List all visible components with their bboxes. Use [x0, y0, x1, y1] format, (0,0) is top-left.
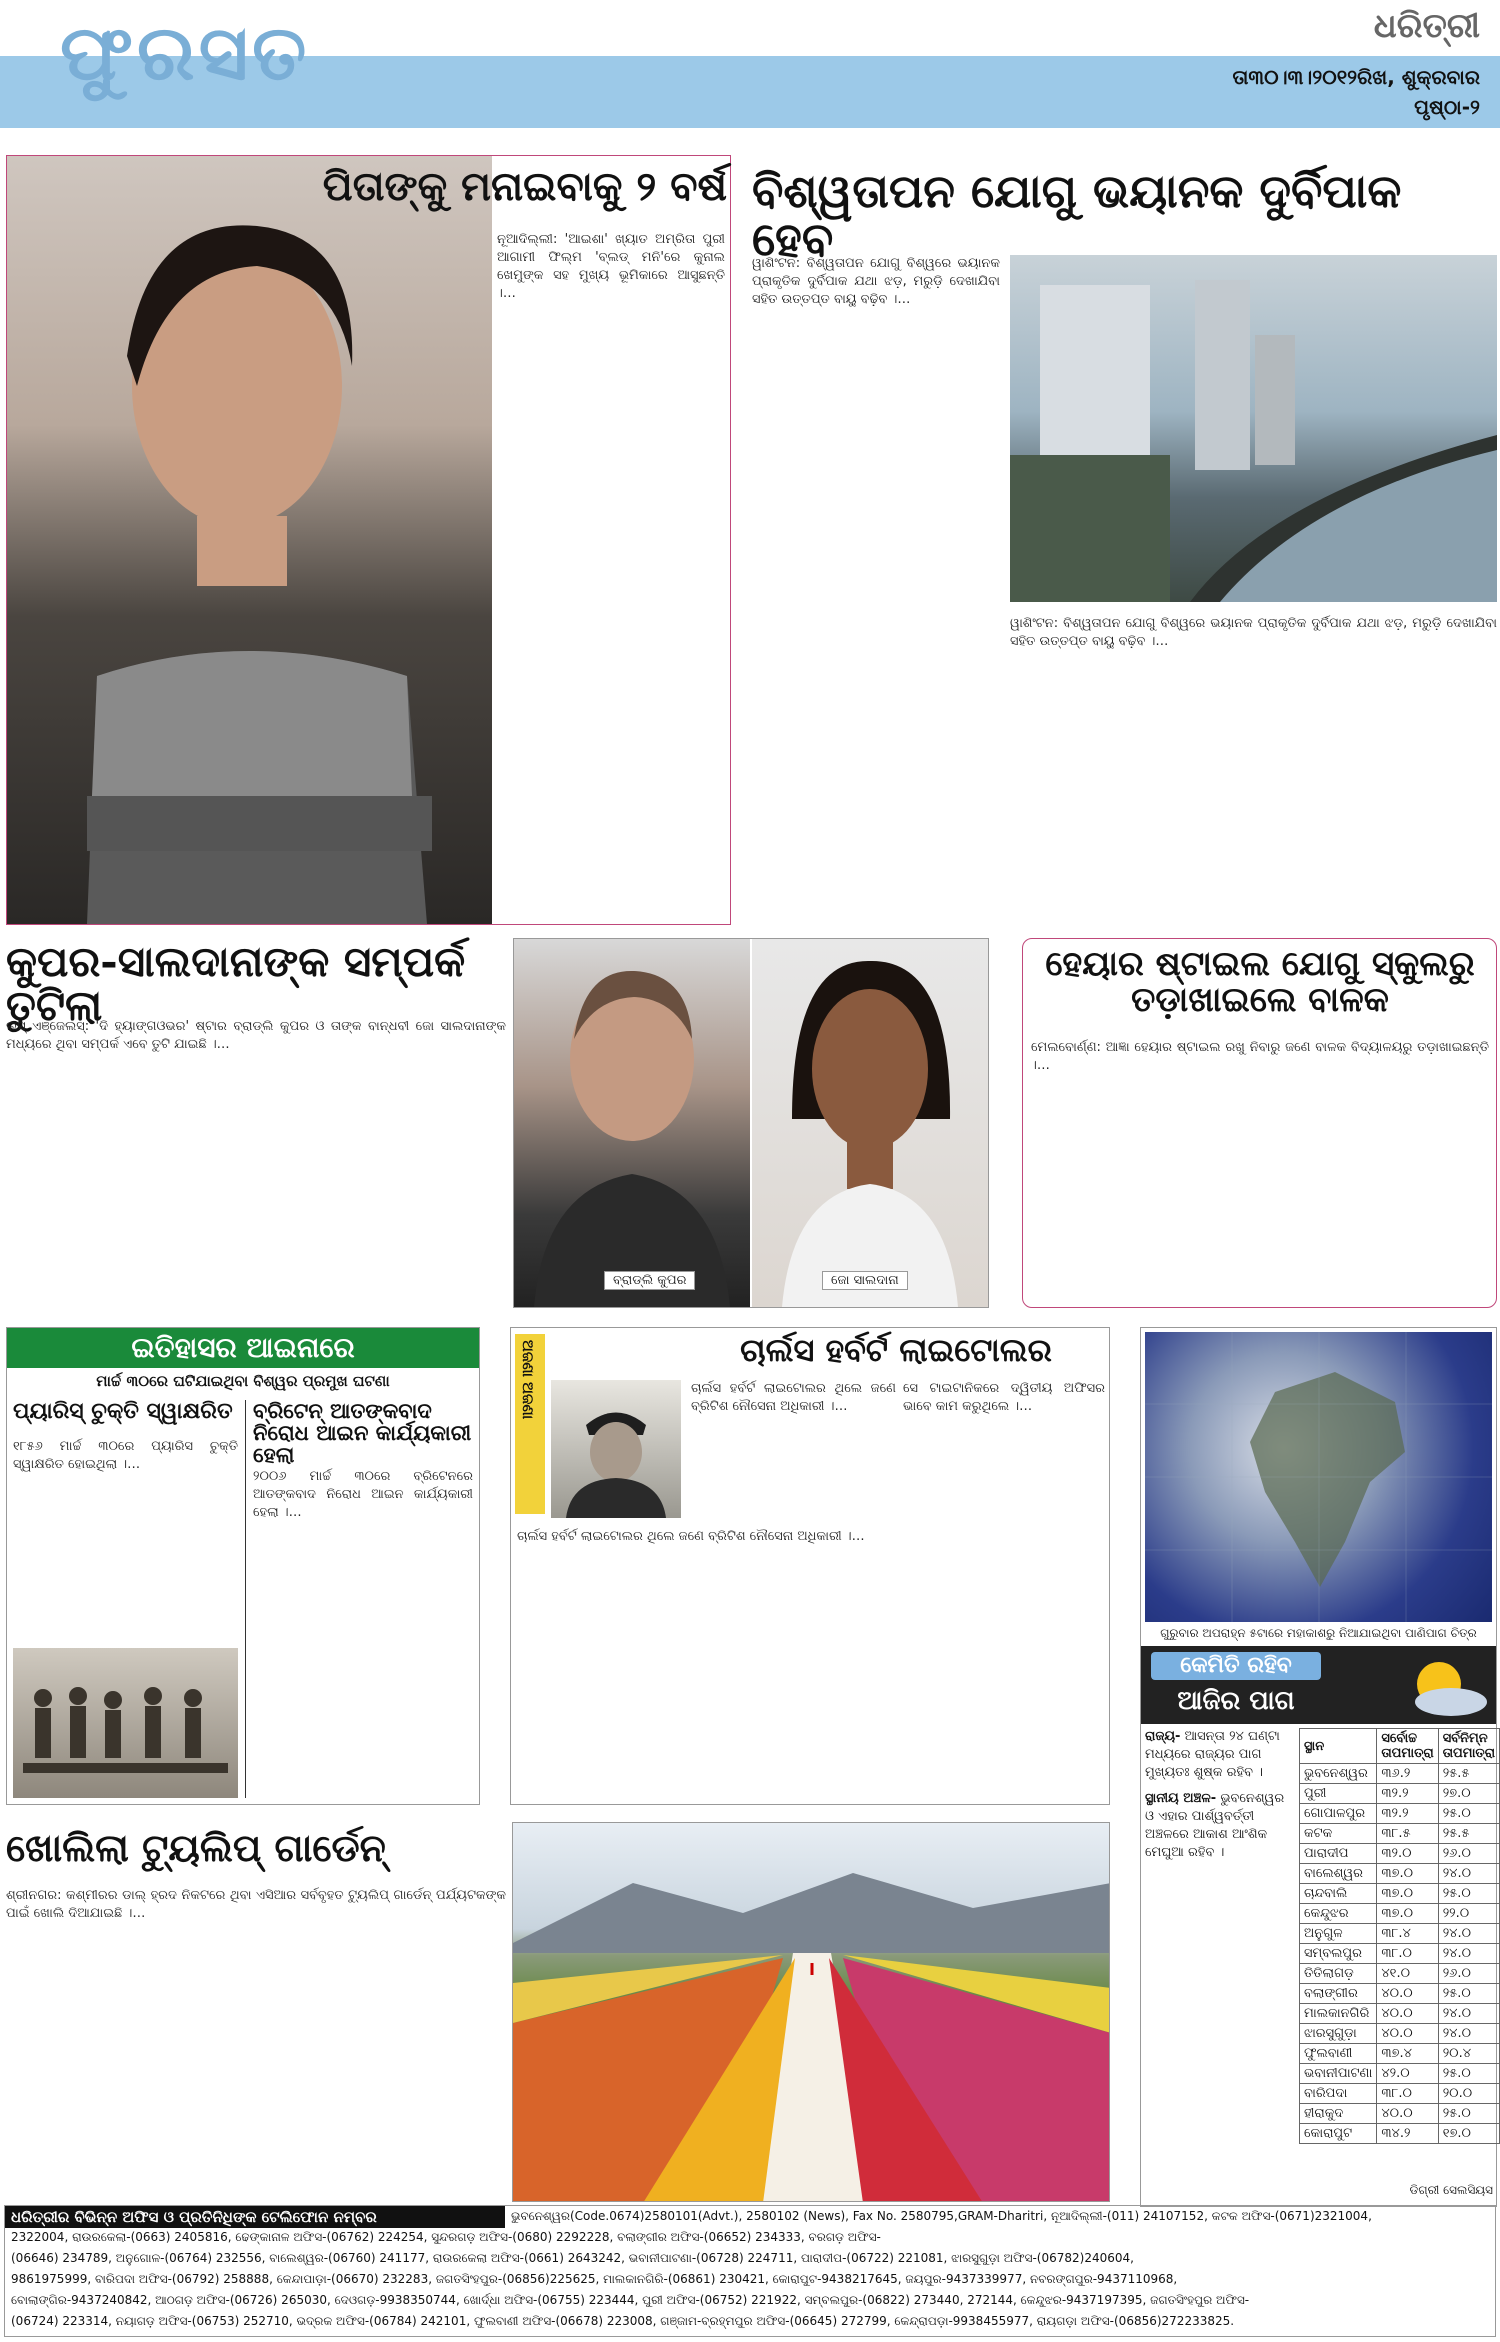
table-cell: ୩୭.୦: [1377, 1864, 1438, 1884]
story-tulip-garden: [6, 1822, 1116, 2202]
table-cell: ୨୫.୦: [1438, 1884, 1499, 1904]
unit-label: ଡିଗ୍ରୀ ସେଲସିୟସ: [1409, 2183, 1493, 2197]
map-caption: ଗୁରୁବାର ଅପରାହ୍ନ ୫ଟାରେ ମହାକାଶରୁ ନିଆଯାଇଥିବା ପାଣିପାଗ ଚିତ୍ର: [1160, 1626, 1477, 1640]
story4-headline: ହେୟାର ଷ୍ଟାଇଲ ଯୋଗୁ ସ୍କୁଲରୁ ତଡ଼ାଖାଇଲେ ବାଳକ: [1045, 944, 1475, 1020]
table-cell: ୨୬.୦: [1438, 1844, 1499, 1864]
engraving-figures: [13, 1648, 238, 1798]
story1-body: ନୂଆଦିଲ୍ଲୀ: 'ଆଇଶା' ଖ୍ୟାତ ଅମ୍ରିତା ପୁରୀ ଆଗାମୀ ଫିଲ୍ମ 'ବ୍ଲଡ୍ ମନି'ରେ କୁନାଲ ଖେମୁଙ୍କ ସହ ମୁଖ୍ୟ ଭୂମିକାରେ ଆସୁଛନ୍ତି ।…: [497, 232, 725, 301]
cooper-saldana-photos: [513, 938, 989, 1308]
table-cell: ୨୫.୦: [1438, 1984, 1499, 2004]
table-row: [1300, 2104, 1500, 2124]
table-header-cell: ସର୍ବୋଚ୍ଚ ତାପମାତ୍ରା: [1377, 1729, 1438, 1764]
footer-line-3: (06646) 234789, ଅନୁଗୋଳ-(06764) 232556, ବାଲେଶ୍ୱର-(06760) 241177, ରାଉରକେଲା ଅଫିସ-(0661) 2643242, ଭବାନୀପାଟଣା-(06728) 224711, ପାରାଦୀପ-(06722) 221081, ଝାରସୁଗୁଡ଼ା ଅଫିସ-(06782)240604,: [11, 2251, 1134, 2265]
history-divider: [245, 1400, 246, 1798]
sun-cloud-icon: [1391, 1650, 1491, 1722]
table-cell: ବାଲେଶ୍ୱର: [1300, 1864, 1377, 1884]
actress-figure: [7, 156, 492, 924]
table-cell: ୨୫.୫: [1438, 1764, 1499, 1784]
date: ତା୩୦।୩।୨୦୧୨ରିଖ, ଶୁକ୍ରବାର: [1232, 65, 1480, 89]
history-title: ଇତିହାସର ଆଇନାରେ: [7, 1328, 479, 1368]
section-title: ଫୁରସତ: [60, 8, 311, 97]
table-row: [1300, 2084, 1500, 2104]
table-cell: ୨୭.୦: [1438, 1784, 1499, 1804]
story-cooper-saldana: [6, 938, 506, 1313]
saldana-figure: [752, 939, 988, 1307]
dateline: [1232, 62, 1480, 122]
caption-saldana: ଜୋ ସାଲଦାନା: [822, 1271, 908, 1290]
profile-side-text: ଅଜଣା ଅଜଣା: [519, 1340, 537, 1420]
table-header-cell: ସ୍ଥାନ: [1300, 1729, 1377, 1764]
table-row: [1300, 1884, 1500, 1904]
profile-box: [510, 1327, 1110, 1805]
page-number: ପୃଷ୍ଠା-୨: [1414, 95, 1480, 119]
india-outline: [1145, 1332, 1492, 1622]
profile-body-right: ସେ ଟାଇଟାନିକରେ ଦ୍ୱିତୀୟ ଅଫିସର ଭାବେ କାମ କରୁଥିଲେ ।…: [903, 1381, 1105, 1414]
satellite-map: [1145, 1332, 1492, 1622]
table-row: [1300, 1804, 1500, 1824]
table-cell: ୩୪.୨: [1377, 2124, 1438, 2144]
profile-body-left: ଚାର୍ଲସ ହର୍ବର୍ଟ ଲାଇଟୋଲର ଥିଲେ ଜଣେ ବ୍ରିଟିଶ ନୌସେନା ଅଧିକାରୀ ।…: [691, 1381, 896, 1414]
story2-headline: ବିଶ୍ୱତାପନ ଯୋଗୁ ଭୟାନକ ଦୁର୍ବିପାକ ହେବ: [752, 164, 1402, 267]
table-cell: ୨୨.୦: [1438, 1904, 1499, 1924]
weather-box: [1140, 1327, 1497, 2207]
table-cell: ଚାନ୍ଦବାଲି: [1300, 1884, 1377, 1904]
story-global-warming: [752, 155, 1497, 925]
table-cell: ୪୧.୦: [1377, 1964, 1438, 1984]
table-row: [1300, 1844, 1500, 1864]
table-cell: କଟକ: [1300, 1824, 1377, 1844]
footer-line-5: ବୋଲାଙ୍ଗିର-9437240842, ଆଠଗଡ଼ ଅଫିସ-(06726) 265030, ଦେଓଗଡ଼-9938350744, ଖୋର୍ଦ୍ଧା ଅଫିସ-(06755) 223444, ପୁରୀ ଅଫିସ-(06752) 221922, ସମ୍ବଲପୁର-(06822) 273440, 272144, କେନ୍ଦୁଝର-9437197395, ଜଗତସିଂହପୁର ଅଫିସ-: [11, 2293, 1250, 2307]
table-row: [1300, 1784, 1500, 1804]
weather-title-1: କେମିତି ରହିବ: [1151, 1652, 1321, 1680]
lightoller-photo: [551, 1380, 681, 1518]
story2-body-lower: ୱାଶିଂଟନ: ବିଶ୍ୱତାପନ ଯୋଗୁ ବିଶ୍ୱରେ ଭୟାନକ ପ୍ରାକୃତିକ ଦୁର୍ବିପାକ ଯଥା ଝଡ଼, ମରୁଡ଼ି ଦେଖାଯିବା ସହିତ ଉତ୍ତପ୍ତ ବାୟୁ ବଢ଼ିବ ।…: [1010, 616, 1497, 649]
table-cell: ସମ୍ବଲପୁର: [1300, 1944, 1377, 1964]
actress-photo: [7, 156, 492, 924]
table-row: [1300, 1944, 1500, 1964]
table-cell: ୩୭.୦: [1377, 1904, 1438, 1924]
table-row: [1300, 2124, 1500, 2144]
table-cell: ୩୭.୪: [1377, 2044, 1438, 2064]
profile-headline: ଚାର୍ଲସ ହର୍ବର୍ଟ ଲାଇଟୋଲର: [740, 1331, 1052, 1369]
table-cell: ୩୮.୦: [1377, 2084, 1438, 2104]
history-subtitle: ମାର୍ଚ୍ଚ ୩୦ରେ ଘଟିଯାଇଥିବା ବିଶ୍ୱର ପ୍ରମୁଖ ଘଟଣା: [96, 1372, 390, 1390]
table-row: [1300, 1984, 1500, 2004]
table-cell: ୩୮.୪: [1377, 1924, 1438, 1944]
skyline-graphic: [1010, 255, 1497, 602]
table-cell: ବଲାଙ୍ଗୀର: [1300, 1984, 1377, 2004]
table-row: [1300, 1924, 1500, 1944]
table-cell: ୨୬.୦: [1438, 1964, 1499, 1984]
state-text: ଆସନ୍ତା ୨୪ ଘଣ୍ଟା ମଧ୍ୟରେ ରାଜ୍ୟର ପାଗ ମୁଖ୍ୟତଃ ଶୁଷ୍କ ରହିବ ।: [1145, 1729, 1280, 1780]
masthead: [0, 0, 1500, 140]
history-box: [6, 1327, 480, 1805]
history-item1-headline: ପ୍ୟାରିସ୍ ଚୁକ୍ତି ସ୍ୱାକ୍ଷରିତ: [13, 1398, 233, 1424]
story3-headline: କୁପର-ସାଲଦାନାଙ୍କ ସମ୍ପର୍କ ତୁଟିଲା: [6, 937, 466, 1031]
table-row: [1300, 1904, 1500, 1924]
table-cell: ତିତିଲାଗଡ଼: [1300, 1964, 1377, 1984]
table-cell: ୪୦.୦: [1377, 2104, 1438, 2124]
weather-text: [1145, 1728, 1295, 2168]
table-cell: ୨୫.୦: [1438, 1804, 1499, 1824]
table-cell: ୩୮.୫: [1377, 1824, 1438, 1844]
footer-line-1: ଭୁବନେଶ୍ୱର(Code.0674)2580101(Advt.), 2580102 (News), Fax No. 2580795,GRAM-Dharitri, ନୂଆଦିଲ୍ଲୀ-(011) 24107152, କଟକ ଅଫିସ-(0671)2321004,: [511, 2209, 1372, 2223]
tulip-garden-photo: [512, 1822, 1110, 2202]
history-item2-headline: ବ୍ରିଟେନ୍ ଆତଙ୍କବାଦ ନିରୋଧ ଆଇନ କାର୍ଯ୍ୟକାରୀ ହେଲା: [253, 1398, 472, 1468]
weather-header: [1141, 1646, 1496, 1724]
profile-side-label: [515, 1334, 545, 1514]
table-cell: ୪୦.୦: [1377, 2004, 1438, 2024]
table-cell: କେନ୍ଦୁଝର: [1300, 1904, 1377, 1924]
table-cell: କୋରାପୁଟ: [1300, 2124, 1377, 2144]
lightoller-figure: [551, 1380, 681, 1518]
table-cell: ୪୦.୦: [1377, 2024, 1438, 2044]
table-cell: ଅନୁଗୁଳ: [1300, 1924, 1377, 1944]
table-cell: ୨୫.୦: [1438, 2104, 1499, 2124]
table-cell: ୩୨.୦: [1377, 1844, 1438, 1864]
footer-line-2: 2322004, ରାଉରକେଲା-(0663) 2405816, ଢେଙ୍କାନାଳ ଅଫିସ-(06762) 224254, ସୁନ୍ଦରଗଡ଼ ଅଫିସ-(0680) 2292228, ବଲାଙ୍ଗୀର ଅଫିସ-(06652) 234333, ବରଗଡ଼ ଅଫିସ-: [11, 2230, 881, 2244]
table-cell: ୩୨.୨: [1377, 1804, 1438, 1824]
temperature-table-wrap: [1299, 1728, 1496, 2144]
table-row: [1300, 1764, 1500, 1784]
tulip-rows: [513, 1823, 1110, 2202]
table-cell: ୨୦.୦: [1438, 2084, 1499, 2104]
table-cell: ଝାରସୁଗୁଡ଼ା: [1300, 2024, 1377, 2044]
table-row: [1300, 2064, 1500, 2084]
table-row: [1300, 2024, 1500, 2044]
history-item1-body: ୧୮୫୬ ମାର୍ଚ୍ଚ ୩୦ରେ ପ୍ୟାରିସ ଚୁକ୍ତି ସ୍ୱାକ୍ଷରିତ ହୋଇଥିଲା ।…: [13, 1439, 238, 1472]
footer-line-6: (06724) 223314, ନୟାଗଡ଼ ଅଫିସ-(06753) 252710, ଭଦ୍ରକ ଅଫିସ-(06784) 242101, ଫୁଲବାଣୀ ଅଫିସ-(06678) 223008, ଗଞ୍ଜାମ-ବ୍ରହ୍ମପୁର ଅଫିସ-(06645) 272799, କେନ୍ଦ୍ରାପଡ଼ା-9938455977, ରାୟଗଡ଼ା ଅଫିସ-(06856)272233825.: [11, 2314, 1235, 2328]
table-row: [1300, 1964, 1500, 1984]
caption-cooper: ବ୍ରାଡ୍ଲି କୁପର: [604, 1271, 695, 1290]
table-cell: ହୀରାକୁଦ: [1300, 2104, 1377, 2124]
table-row: [1300, 2044, 1500, 2064]
zoe-saldana-photo: [752, 939, 988, 1307]
table-cell: ବାରିପଦା: [1300, 2084, 1377, 2104]
table-cell: ପୁରୀ: [1300, 1784, 1377, 1804]
table-cell: ୨୪.୦: [1438, 2024, 1499, 2044]
table-cell: ଭୁବନେଶ୍ୱର: [1300, 1764, 1377, 1784]
table-cell: ମାଲକାନଗିରି: [1300, 2004, 1377, 2024]
history-engraving: [13, 1648, 238, 1798]
table-cell: ୨୪.୦: [1438, 1924, 1499, 1944]
table-cell: ୨୪.୦: [1438, 1944, 1499, 1964]
table-cell: ୪୨.୦: [1377, 2064, 1438, 2084]
table-cell: ୪୦.୦: [1377, 1984, 1438, 2004]
table-row: [1300, 1824, 1500, 1844]
cooper-figure: [514, 939, 750, 1307]
story4-body: ମେଲବୋର୍ଣ୍ଣ: ଆଜ୍ଞା ହେୟାର ଷ୍ଟାଇଲ ରଖୁ ନିବାରୁ ଜଣେ ବାଳକ ବିଦ୍ୟାଳୟରୁ ତଡ଼ାଖାଇଛନ୍ତି ।…: [1031, 1040, 1489, 1073]
story1-headline: ପିତାଙ୍କୁ ମନାଇବାକୁ ୨ ବର୍ଷ: [322, 163, 727, 210]
story3-body: ଲସ୍ ଏଞ୍ଜେଲସ୍: 'ଦି ହ୍ୟାଙ୍ଗଓଭର' ଷ୍ଟାର ବ୍ରାଡ୍ଲି କୁପର ଓ ତାଙ୍କ ବାନ୍ଧବୀ ଜୋ ସାଲଦାନାଙ୍କ ମଧ୍ୟରେ ଥିବା ସମ୍ପର୍କ ଏବେ ତୁଟି ଯାଇଛି ।…: [6, 1019, 506, 1052]
story2-body: ୱାଶିଂଟନ: ବିଶ୍ୱତାପନ ଯୋଗୁ ବିଶ୍ୱରେ ଭୟାନକ ପ୍ରାକୃତିକ ଦୁର୍ବିପାକ ଯଥା ଝଡ଼, ମରୁଡ଼ି ଦେଖାଯିବା ସହିତ ଉତ୍ତପ୍ତ ବାୟୁ ବଢ଼ିବ ।…: [752, 256, 1000, 307]
table-cell: ଫୁଲବାଣୀ: [1300, 2044, 1377, 2064]
table-cell: ଭବାନୀପାଟଣା: [1300, 2064, 1377, 2084]
footer-title: ଧରିତ୍ରୀର ବିଭିନ୍ନ ଅଫିସ ଓ ପ୍ରତିନିଧିଙ୍କ ଟେଲିଫୋନ ନମ୍ବର: [5, 2206, 505, 2228]
story5-body: ଶ୍ରୀନଗର: କଶ୍ମୀରର ଡାଲ୍ ହ୍ରଦ ନିକଟରେ ଥିବା ଏସିଆର ସର୍ବବୃହତ ଟ୍ୟୁଲିପ୍ ଗାର୍ଡେନ୍ ପର୍ଯ୍ୟଟକଙ୍କ ପାଇଁ ଖୋଲି ଦିଆଯାଇଛି ।…: [6, 1888, 506, 1921]
table-cell: ୩୬.୨: [1377, 1764, 1438, 1784]
bradley-cooper-photo: [514, 939, 750, 1307]
table-cell: ୧୭.୦: [1438, 2124, 1499, 2144]
footer-line-4: 9861975999, ବାରିପଦା ଅଫିସ-(06792) 258888, କେନ୍ଦାପାଡ଼ା-(06670) 232283, ଜଗତସିଂହପୁର-(06856)225625, ମାଲକାନଗିରି-(06861) 230421, କୋରାପୁଟ-9438217645, ଜୟପୁର-9437339977, ନବରଙ୍ଗପୁର-9437110968,: [11, 2272, 1178, 2286]
state-label: ରାଜ୍ୟ-: [1145, 1729, 1181, 1744]
table-cell: ୩୮.୦: [1377, 1944, 1438, 1964]
table-header-cell: ସର୍ବନିମ୍ନ ତାପମାତ୍ରା: [1438, 1729, 1499, 1764]
story5-headline: ଖୋଲିଲା ଟ୍ୟୁଲିପ୍ ଗାର୍ଡେନ୍: [6, 1825, 386, 1870]
table-cell: ୨୪.୦: [1438, 1864, 1499, 1884]
table-cell: ୨୫.୦: [1438, 2064, 1499, 2084]
table-cell: ୨୫.୫: [1438, 1824, 1499, 1844]
table-cell: ପାରାଦୀପ: [1300, 1844, 1377, 1864]
table-cell: ୨୦.୪: [1438, 2044, 1499, 2064]
city-skyline-photo: [1010, 255, 1497, 602]
footer-contacts: [4, 2205, 1496, 2337]
story-hairstyle: [1022, 938, 1497, 1308]
local-label: ସ୍ଥାନୀୟ ଅଞ୍ଚଳ-: [1145, 1791, 1217, 1806]
table-cell: ୩୭.୦: [1377, 1884, 1438, 1904]
table-row: [1300, 1864, 1500, 1884]
table-cell: ଗୋପାଳପୁର: [1300, 1804, 1377, 1824]
table-cell: ୨୪.୦: [1438, 2004, 1499, 2024]
brand-logo: ଧରିତ୍ରୀ: [1373, 6, 1480, 46]
temperature-table: [1299, 1728, 1500, 2144]
story-actress: [6, 155, 731, 925]
table-row: [1300, 2004, 1500, 2024]
table-cell: ୩୨.୨: [1377, 1784, 1438, 1804]
history-item2-body: ୨୦୦୬ ମାର୍ଚ୍ଚ ୩୦ରେ ବ୍ରିଟେନରେ ଆତଙ୍କବାଦ ନିରୋଧ ଆଇନ କାର୍ଯ୍ୟକାରୀ ହେଲା ।…: [253, 1469, 473, 1520]
profile-body-bottom: ଚାର୍ଲସ ହର୍ବର୍ଟ ଲାଇଟୋଲର ଥିଲେ ଜଣେ ବ୍ରିଟିଶ ନୌସେନା ଅଧିକାରୀ ।…: [517, 1529, 865, 1544]
local-text: ଭୁବନେଶ୍ୱର ଓ ଏହାର ପାର୍ଶ୍ୱବର୍ତ୍ତୀ ଅଞ୍ଚଳରେ ଆକାଶ ଆଂଶିକ ମେଘୁଆ ରହିବ ।: [1145, 1791, 1285, 1860]
weather-title-2: ଆଜିର ପାଗ: [1177, 1686, 1295, 1716]
